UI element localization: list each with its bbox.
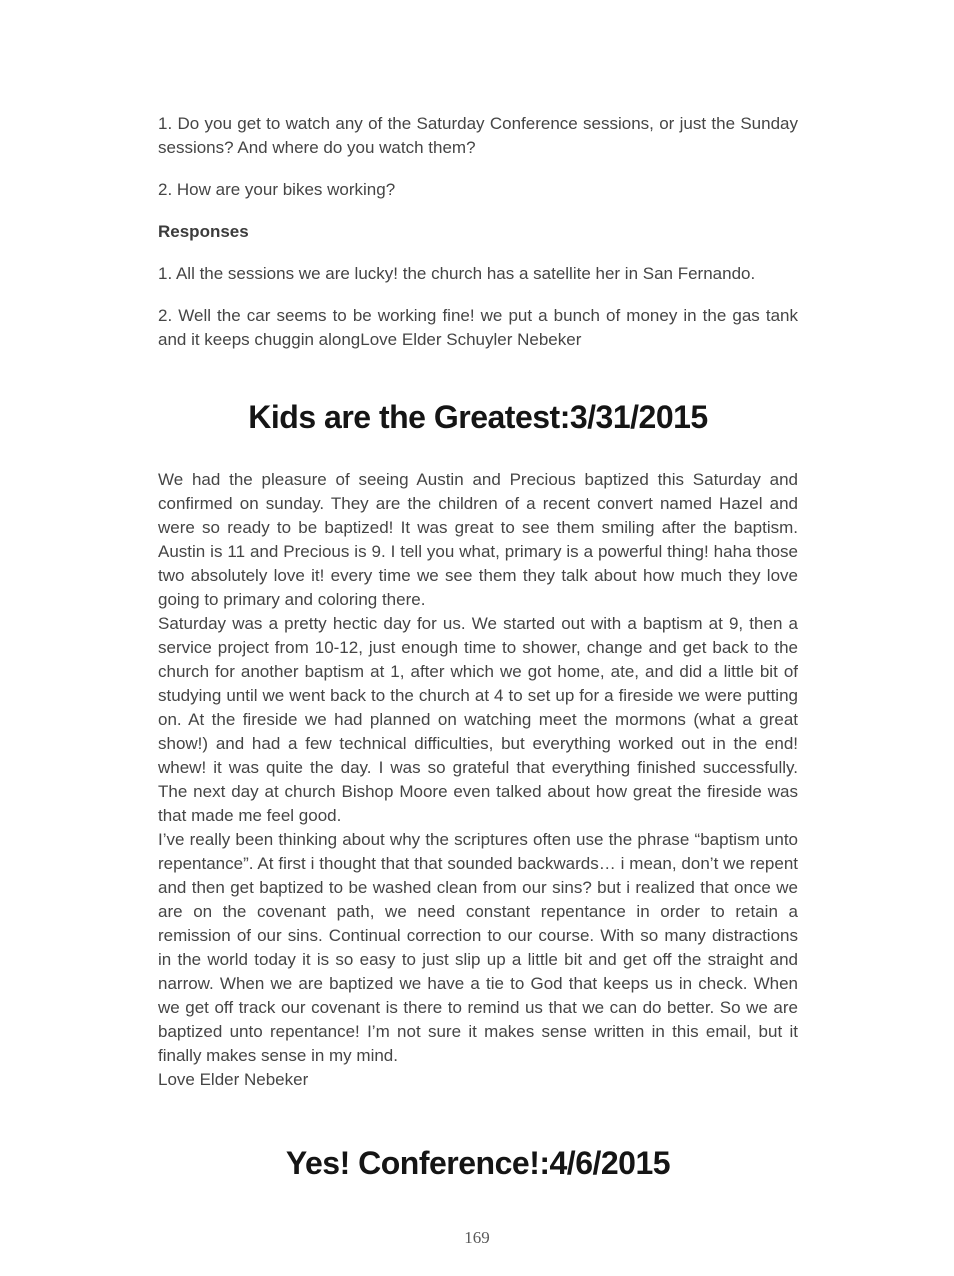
post-paragraph: Saturday was a pretty hectic day for us. We started out with a baptism at 9, then a service project from 10-12, just enough time to shower, change and get back to the church for another baptism at 1, after which we got home, ate, and did a little bit of studying until we went back to the church at 4 to set up for a fireside we were putting on. At the fireside we had planned on watching meet the mormons (what a great show!) and had a few technical difficulties, but everything worked out in the end! whew! it was quite the day. I was so grateful that everything finished successfully. The next day at church Bishop Moore even talked about how great the fireside was that made me feel good. [158, 614, 798, 825]
responses-heading: Responses [158, 222, 249, 241]
post-title-kids-are-the-greatest: Kids are the Greatest:3/31/2015 [248, 399, 708, 435]
post-paragraph: We had the pleasure of seeing Austin and Precious baptized this Saturday and confirmed on sunday. They are the children of a recent convert named Hazel and were so ready to be baptized! It was great to see them smiling after the baptism. Austin is 11 and Precious is 9. I tell you what, primary is a powerful thing! haha those two absolutely love it! every time we see them they talk about how much they love going to primary and coloring there. [158, 470, 798, 609]
response-1: 1. All the sessions we are lucky! the church has a satellite her in San Fernando. [158, 264, 756, 283]
post-paragraph: I’ve really been thinking about why the scriptures often use the phrase “baptism unto repentance”. At first i thought that that sounded backwards… i mean, don’t we repent and then get baptized to be washed clean from our sins? but i realized that once we are on the covenant path, we need constant repentance in order to retain a remission of our sins. Continual correction to our course. With so many distractions in the world today it is so easy to just slip up a little bit and get off the straight and narrow. When we are baptized we have a tie to God that keeps us in check. When we get off track our covenant is there to remind us that we can do better. So we are baptized unto repentance! I’m not sure it makes sense written in this email, but it finally makes sense in my mind. [158, 830, 798, 1065]
post-signoff: Love Elder Nebeker [158, 1070, 309, 1089]
post-body-kids-are-the-greatest [158, 468, 798, 1092]
question-2: 2. How are your bikes working? [158, 180, 396, 199]
question-1: 1. Do you get to watch any of the Saturday Conference sessions, or just the Sunday sessions? And where do you watch them? [158, 114, 798, 157]
page-number: 169 [464, 1228, 490, 1247]
page-footer [0, 1228, 954, 1248]
page-content [158, 112, 798, 1182]
response-2: 2. Well the car seems to be working fine! we put a bunch of money in the gas tank and it keeps chuggin alongLove Elder Schuyler Nebeker [158, 306, 798, 349]
post-title-yes-conference: Yes! Conference!:4/6/2015 [285, 1145, 671, 1181]
